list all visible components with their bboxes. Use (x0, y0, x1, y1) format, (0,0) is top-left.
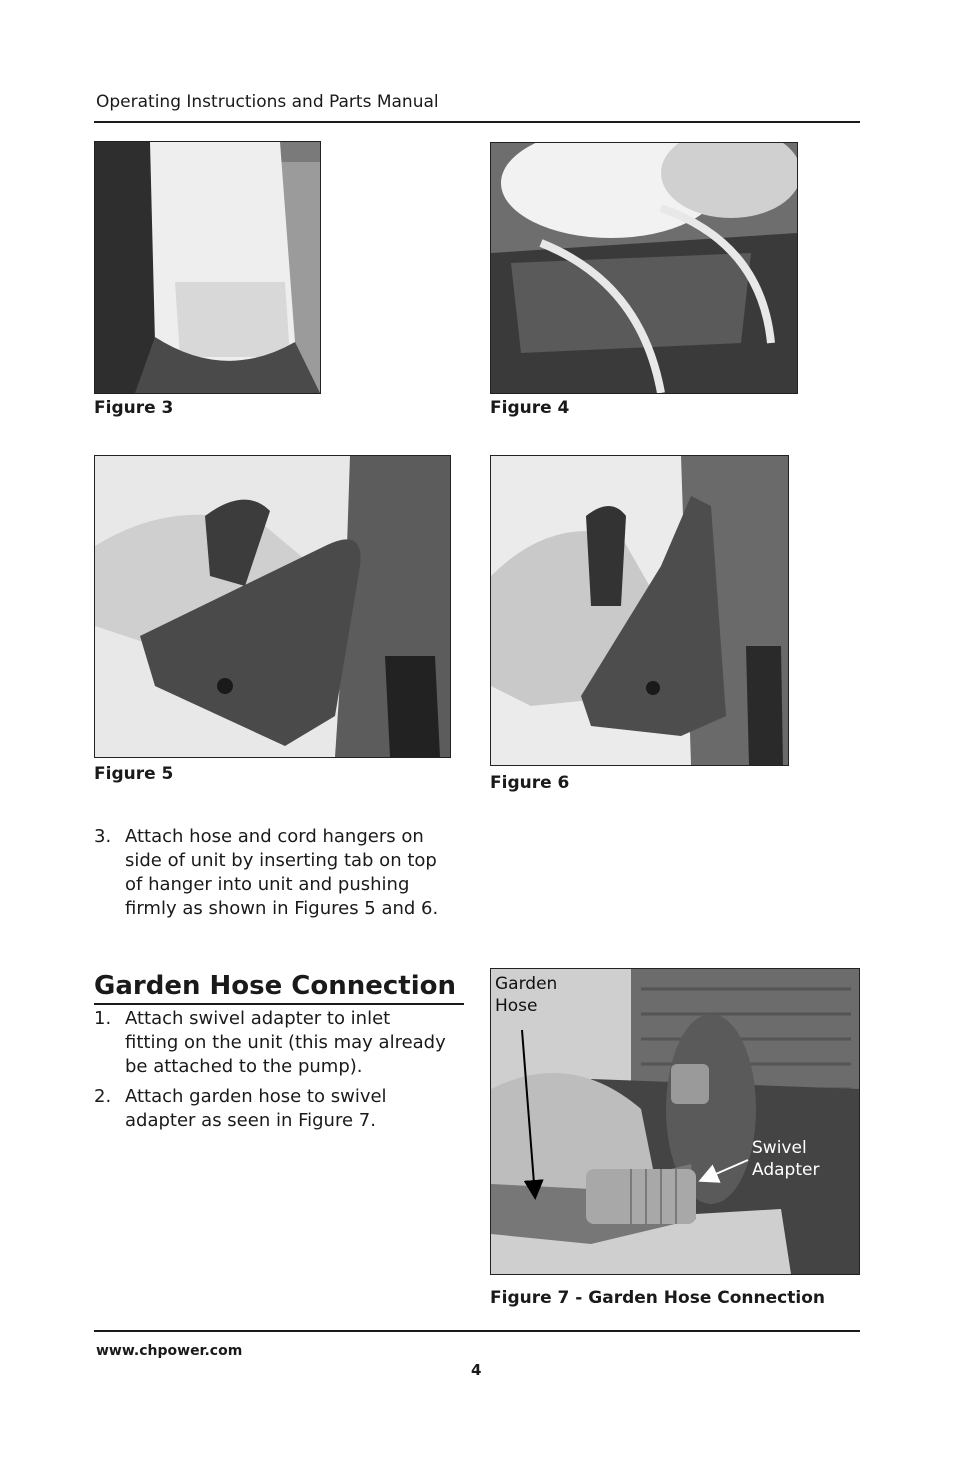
list-item-line: of hanger into unit and pushing (125, 874, 410, 895)
list-item (94, 1085, 474, 1135)
figure-4-photo (490, 142, 798, 394)
garden-hose-callout: Garden Hose (495, 974, 558, 1016)
figure-6-photo (490, 455, 789, 766)
list-item-line: Attach hose and cord hangers on (125, 826, 424, 847)
figure-5-caption: Figure 5 (94, 764, 174, 784)
garden-hose-arrow (522, 1030, 535, 1196)
footer-rule (94, 1330, 860, 1332)
figure-4-caption: Figure 4 (490, 398, 570, 418)
footer-url: www.chpower.com (96, 1343, 243, 1359)
callout-arrows (490, 968, 858, 1273)
list-item-text (125, 1085, 387, 1133)
list-item-text (125, 825, 438, 921)
list-item (94, 1007, 474, 1081)
figure-3-caption: Figure 3 (94, 398, 174, 418)
list-item (94, 825, 474, 925)
running-header: Operating Instructions and Parts Manual (96, 92, 439, 112)
figure-3-photo (94, 141, 321, 394)
figure-5-photo (94, 455, 451, 758)
list-item-line: firmly as shown in Figures 5 and 6. (125, 898, 439, 919)
list-item-line: side of unit by inserting tab on top (125, 850, 437, 871)
list-item-text (125, 1007, 446, 1079)
list-item-number: 3. (94, 826, 112, 847)
section-heading: Garden Hose Connection (94, 971, 457, 1001)
list-item-line: Attach swivel adapter to inlet (125, 1008, 391, 1029)
list-item-number: 2. (94, 1086, 112, 1107)
section-heading-rule (94, 1003, 464, 1005)
list-item-number: 1. (94, 1008, 112, 1029)
figure-6-caption: Figure 6 (490, 773, 570, 793)
swivel-adapter-callout: Swivel Adapter (752, 1138, 820, 1180)
swivel-adapter-arrow (702, 1160, 748, 1180)
header-rule (94, 121, 860, 123)
list-item-line: be attached to the pump). (125, 1056, 363, 1077)
list-item-line: adapter as seen in Figure 7. (125, 1110, 376, 1131)
list-item-line: Attach garden hose to swivel (125, 1086, 387, 1107)
figure-7-caption: Figure 7 - Garden Hose Connection (490, 1288, 825, 1308)
page-number: 4 (471, 1361, 482, 1379)
list-item-line: fitting on the unit (this may already (125, 1032, 446, 1053)
